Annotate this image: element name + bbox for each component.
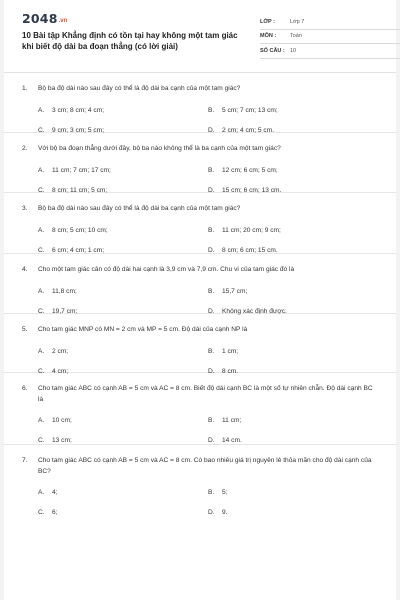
option-text: 6 cm; 4 cm; 1 cm;: [52, 246, 105, 254]
option-text: 8 cm.: [222, 367, 239, 375]
option-text: 8 cm; 11 cm; 5 cm;: [52, 186, 108, 194]
option-c[interactable]: [38, 247, 208, 255]
option-text: 15 cm; 6 cm; 13 cm.: [222, 186, 282, 194]
option-text: 2 cm;: [52, 347, 69, 355]
option-c[interactable]: [38, 437, 208, 445]
meta-info: [260, 15, 400, 59]
option-c[interactable]: [38, 509, 208, 517]
option-b[interactable]: [208, 489, 378, 497]
option-text: 11 cm; 20 cm; 9 cm;: [222, 226, 281, 234]
option-letter: C.: [38, 246, 45, 254]
question-6: [4, 373, 396, 445]
option-a[interactable]: [38, 167, 208, 175]
option-letter: D.: [208, 126, 215, 134]
answer-options: [22, 167, 378, 195]
option-letter: B.: [208, 489, 215, 496]
question-number: 6.: [22, 385, 28, 392]
option-text: 14 cm.: [222, 437, 242, 444]
question-number: 3.: [22, 205, 28, 212]
question-text: Bộ ba độ dài nào sau đây có thể là độ dài ba cạnh của một tam giác?: [38, 205, 241, 212]
option-text: 8 cm; 5 cm; 10 cm;: [52, 226, 108, 234]
question-4: [4, 254, 396, 314]
answer-options: [22, 417, 378, 445]
option-text: 1 cm;: [222, 347, 239, 355]
question-stem: [22, 456, 378, 477]
option-text: 4;: [52, 489, 58, 496]
option-text: 5;: [222, 489, 228, 496]
option-letter: A.: [38, 489, 45, 496]
option-letter: B.: [208, 106, 215, 114]
option-text: 11 cm;: [222, 417, 242, 424]
option-text: 8 cm; 6 cm; 15 cm.: [222, 246, 278, 254]
question-7: [4, 445, 396, 525]
logo-text: 2048: [22, 11, 58, 26]
option-text: 15,7 cm;: [222, 287, 248, 295]
answer-options: [22, 288, 378, 316]
meta-label: LỚP :: [260, 18, 275, 25]
question-text: Cho một tam giác cân có độ dài hai cạnh là 3,9 cm và 7,9 cm. Chu vi của tam giác đó là: [38, 266, 295, 273]
option-letter: D.: [208, 367, 215, 375]
option-letter: B.: [208, 287, 215, 295]
option-b[interactable]: [208, 227, 378, 235]
option-text: Không xác định được.: [222, 307, 287, 315]
meta-value: Lớp 7: [290, 18, 305, 25]
question-text: Cho tam giác ABC có cạnh AB = 5 cm và AC = 8 cm. Biết độ dài cạnh BC là một số tự nhiên chẵn. Độ dài cạnh BC là: [38, 385, 373, 403]
answer-options: [22, 227, 378, 255]
option-b[interactable]: [208, 417, 378, 425]
option-letter: C.: [38, 367, 45, 375]
option-d[interactable]: [208, 187, 378, 195]
option-text: 19,7 cm;: [52, 307, 78, 315]
question-number: 2.: [22, 145, 28, 152]
option-letter: A.: [38, 226, 45, 234]
option-text: 11 cm; 7 cm; 17 cm;: [52, 166, 111, 174]
question-1: [4, 73, 396, 133]
question-stem: [22, 84, 378, 95]
question-5: [4, 314, 396, 373]
option-text: 5 cm; 7 cm; 13 cm;: [222, 106, 278, 114]
option-letter: C.: [38, 437, 45, 444]
option-letter: A.: [38, 166, 45, 174]
option-text: 9.: [222, 509, 228, 516]
answer-options: [22, 489, 378, 517]
question-text: Bộ ba độ dài nào sau đây có thể là độ dài ba cạnh của một tam giác?: [38, 85, 241, 92]
option-letter: B.: [208, 166, 215, 174]
option-b[interactable]: [208, 288, 378, 296]
option-letter: D.: [208, 307, 215, 315]
question-number: 7.: [22, 457, 28, 464]
option-text: 2 cm; 4 cm; 5 cm.: [222, 126, 275, 134]
question-number: 1.: [22, 85, 28, 92]
option-letter: C.: [38, 186, 45, 194]
option-text: 4 cm;: [52, 367, 69, 375]
worksheet-page: [4, 0, 396, 600]
option-text: 3 cm; 8 cm; 4 cm;: [52, 106, 105, 114]
option-text: 13 cm;: [52, 437, 72, 444]
question-3: [4, 193, 396, 254]
option-a[interactable]: [38, 227, 208, 235]
option-d[interactable]: [208, 437, 378, 445]
meta-row-class: [260, 15, 400, 30]
option-b[interactable]: [208, 348, 378, 356]
option-letter: B.: [208, 347, 215, 355]
question-text: Cho tam giác ABC có cạnh AB = 5 cm và AC = 8 cm. Có bao nhiêu giá trị nguyên lẻ thỏa mãn cho độ dài cạnh của BC?: [38, 457, 372, 475]
option-letter: A.: [38, 106, 45, 114]
option-letter: B.: [208, 226, 215, 234]
meta-row-subject: [260, 30, 400, 45]
option-letter: D.: [208, 509, 215, 516]
option-d[interactable]: [208, 509, 378, 517]
question-stem: [22, 204, 378, 215]
option-text: 10 cm;: [52, 417, 72, 424]
question-2: [4, 133, 396, 193]
option-b[interactable]: [208, 167, 378, 175]
option-letter: B.: [208, 417, 215, 424]
answer-options: [22, 348, 378, 376]
option-text: 6;: [52, 509, 58, 516]
option-d[interactable]: [208, 308, 378, 316]
question-stem: [22, 265, 378, 276]
option-text: 12 cm; 6 cm; 5 cm;: [222, 166, 278, 174]
option-c[interactable]: [38, 127, 208, 135]
logo-suffix: .vn: [58, 18, 68, 24]
option-letter: D.: [208, 186, 215, 194]
meta-value: 10: [290, 47, 297, 54]
option-d[interactable]: [208, 127, 378, 135]
document-title: 10 Bài tập Khẳng định có tồn tại hay không một tam giác khi biết độ dài ba đoạn thẳng (có lời giải): [22, 31, 238, 51]
option-c[interactable]: [38, 187, 208, 195]
option-letter: C.: [38, 307, 45, 315]
worksheet-header: [22, 10, 378, 72]
option-letter: A.: [38, 347, 45, 355]
question-stem: [22, 325, 378, 336]
option-text: 9 cm; 3 cm; 5 cm;: [52, 126, 105, 134]
option-a[interactable]: [38, 348, 208, 356]
option-text: 11,8 cm;: [52, 287, 77, 295]
meta-row-count: [260, 44, 400, 59]
meta-value: Toán: [290, 33, 302, 40]
option-letter: A.: [38, 417, 45, 424]
answer-options: [22, 107, 378, 135]
option-d[interactable]: [208, 368, 378, 376]
option-letter: C.: [38, 126, 45, 134]
option-a[interactable]: [38, 417, 208, 425]
question-text: Với bộ ba đoạn thẳng dưới đây, bộ ba nào không thể là ba cạnh của một tam giác?: [38, 145, 281, 152]
option-a[interactable]: [38, 489, 208, 497]
option-c[interactable]: [38, 308, 208, 316]
option-d[interactable]: [208, 247, 378, 255]
meta-label: MÔN :: [260, 33, 277, 40]
option-c[interactable]: [38, 368, 208, 376]
question-stem: [22, 384, 378, 405]
question-number: 5.: [22, 326, 28, 333]
question-stem: [22, 144, 378, 155]
option-a[interactable]: [38, 107, 208, 115]
question-text: Cho tam giác MNP có MN = 2 cm và MP = 5 cm. Độ dài của cạnh NP là: [38, 326, 248, 333]
meta-label: SỐ CÂU :: [260, 47, 285, 54]
option-b[interactable]: [208, 107, 378, 115]
option-a[interactable]: [38, 288, 208, 296]
question-number: 4.: [22, 266, 28, 273]
option-letter: A.: [38, 287, 45, 295]
option-letter: D.: [208, 437, 215, 444]
option-letter: D.: [208, 246, 215, 254]
option-letter: C.: [38, 509, 45, 516]
